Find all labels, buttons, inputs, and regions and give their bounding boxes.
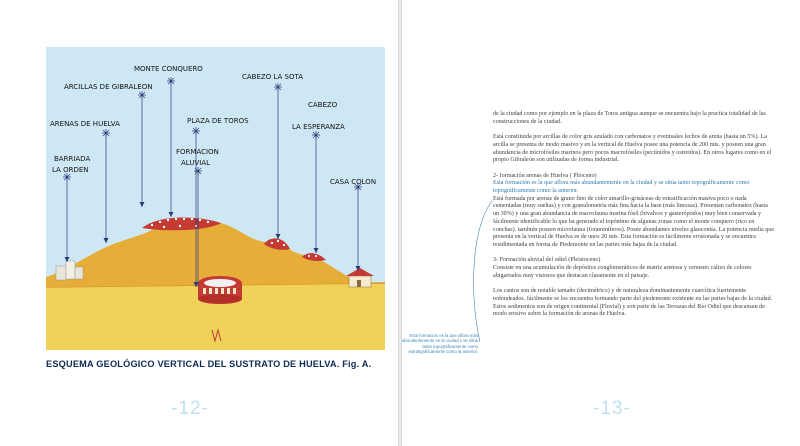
body-text — [493, 111, 775, 327]
paragraph-intro: de la ciudad como por ejemplo en la plaza de Toros antigua aunque se encuentra bajo la practica totalidad de las construcciones de la ciudad. — [493, 111, 766, 125]
label-plaza-toros: PLAZA DE TOROS — [187, 117, 249, 125]
section-2-body: Está formada por arenas de grano fino de color amarillo-grisáceas de estratificación masiva poco o nada cementadas (muy sueltas) y con granulometría más fina hacia la base (más limosas). Presentan carbonatos (hasta un 30%) y una gran abundancia de macrofauna marina fósil (bivalvos y gasterópodos) muy bien conservada y fácilmente identificable lo que ha generado el topónimo de algunas zonas como el monte conquero (rico en conchas). también poseen microfauna (foraminíferos). Posee abundantes niveles glauconita. La potencia media que presenta en la vertical de Huelva es de unos 20 mts. Esta formación es fácilmente erosionada y se encuentra residimentada en forma de Piedemonte en las partes más bajas de la ciudad. — [493, 195, 775, 248]
label-cabezo-sota: CABEZO LA SOTA — [242, 73, 303, 81]
section-2-lead: Esta formación es la que aflora más abundantemente en la ciudad y se sitúa tanto topográficamente como topográficamente como la anterior. — [493, 180, 750, 194]
section-3-heading: 3- Formación aluvial del odiel (Pleistoceno) — [493, 257, 601, 264]
label-barriada-2: LA ORDEN — [52, 166, 89, 174]
label-formacion-2: ALUVIAL — [181, 159, 211, 167]
section-2-heading: 2- formación arenas de Huelva ( Plioceno) — [493, 172, 597, 179]
closing-paragraph-2: Estos sedimentos son de origen continental (Fluvial) y son parte de las Terrazas del Río Odiel que descansan de modo erosivo sobre la formación de arenas de Huelva. — [493, 303, 765, 318]
closing-paragraph-1: Los cantos son de notable tamaño (decimétrico) y de naturaleza dominantemente cuarcítica fuertemente redondeados. fácilmente se los encuentra formando parte del piedemonte existente en las partes bajas de la ciudad. — [493, 288, 773, 302]
label-formacion-1: FORMACION — [176, 148, 219, 156]
figure-caption: ESQUEMA GEOLÓGICO VERTICAL DEL SUSTRATO DE HUELVA. Fig. A. — [46, 359, 372, 369]
label-cabezo-esperanza-2: LA ESPERANZA — [292, 123, 345, 131]
paragraph-arcillas: Está constituida por arcillas de color gris azulado con carbonatos y eventuales lechos de arena (hasta un 5%). La arcilla se presenta de modo masivo y en la vertical de Huelva posee una potencia de 200 mts. y poseen una gran abundancia de microfósiles marinos pero pocos macrofósiles (pectínidos y ostreidos). En otros lugares como en el propio Gibraleón son utilizadas de forma industrial. — [493, 134, 772, 164]
label-monte-conquero: MONTE CONQUERO — [134, 65, 203, 73]
label-barriada-1: BARRIADA — [54, 155, 91, 163]
page-number-right: -13- — [593, 398, 631, 419]
label-arenas: ARENAS DE HUELVA — [50, 120, 120, 128]
label-casa-colon: CASA COLON — [330, 178, 377, 186]
section-3-body: Consiste en una acumulación de depósitos conglomeráticos de matriz arenosa y cemento calizo de colores abigarrados muy vistosos que destacan claramente en el paisaje. — [493, 265, 752, 279]
sidenote: Esta formación es la que aflora más abundantemente en la ciudad y se sitúa tanto topográficamente como estratigráficamente como la anterior. — [402, 333, 478, 354]
label-cabezo-esperanza-1: CABEZO — [308, 101, 338, 109]
label-arcillas: ARCILLAS DE GIBRALEON — [64, 83, 153, 91]
page-number-left: -12- — [171, 398, 209, 419]
